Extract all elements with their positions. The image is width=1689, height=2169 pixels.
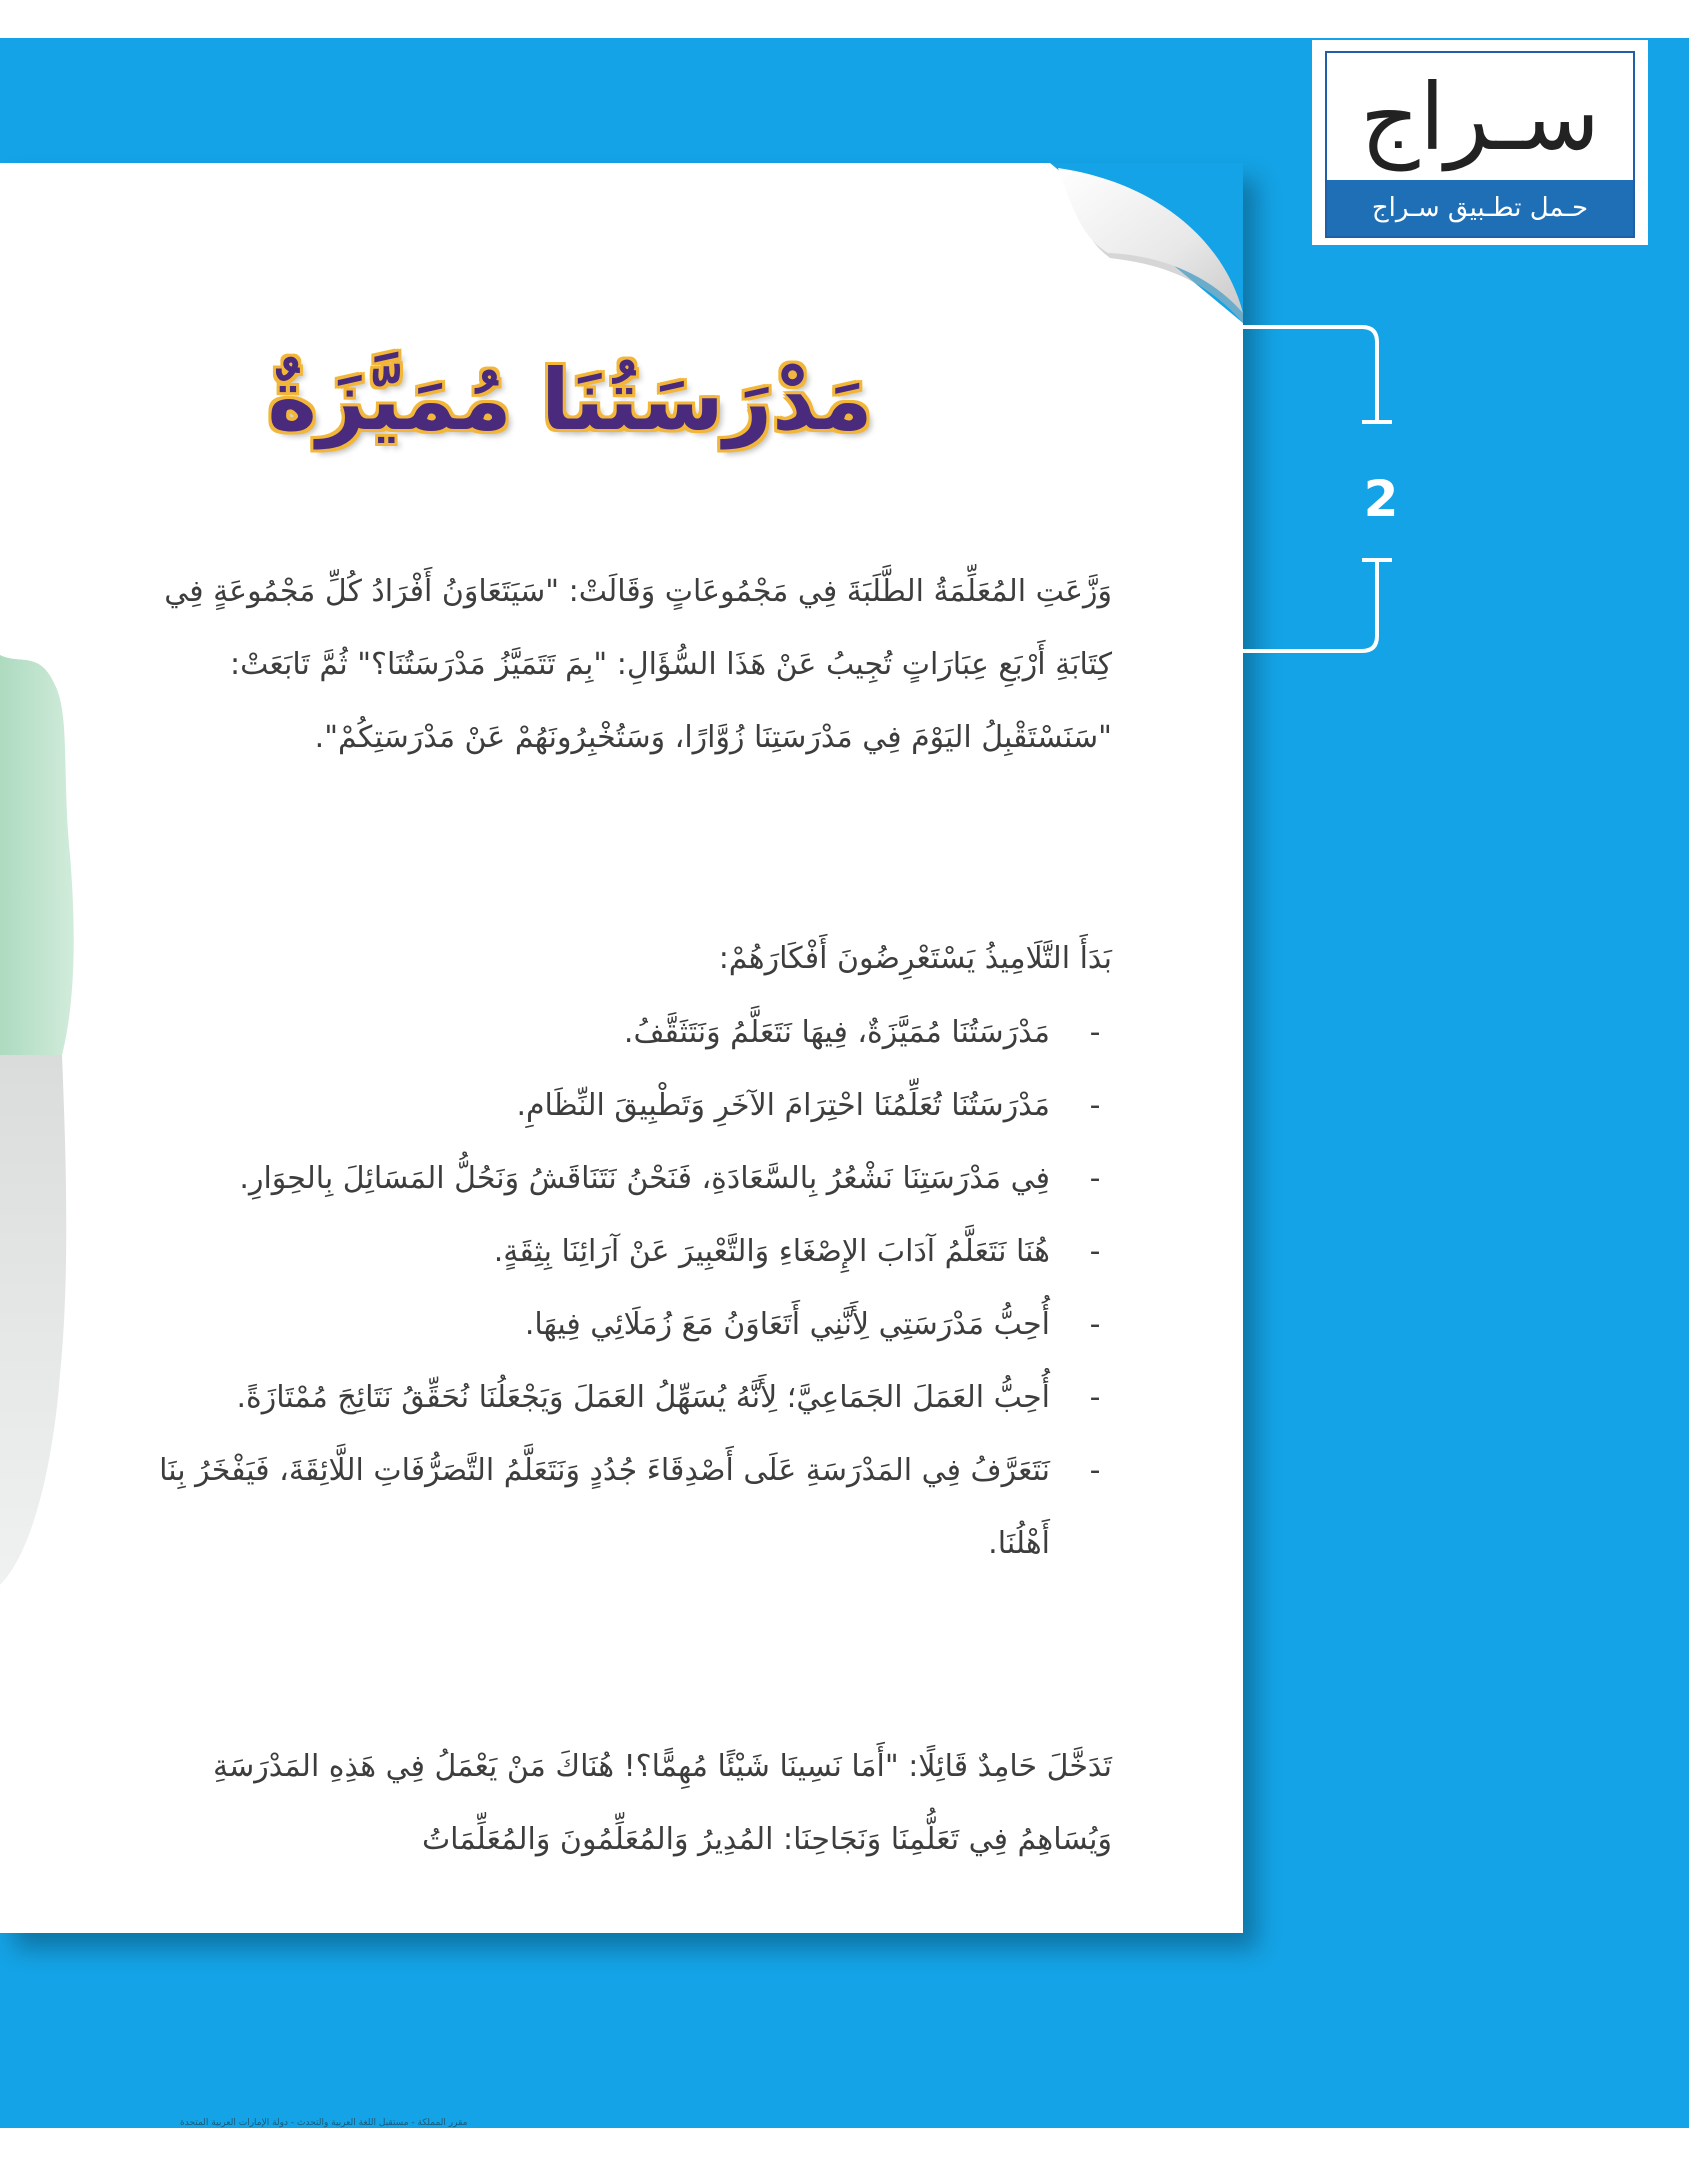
list-marker: -: [1089, 1234, 1101, 1269]
logo-tagline: حـمل تطـبيق سـراج: [1327, 180, 1633, 236]
illustration-fragment: [0, 655, 80, 1595]
list-item: [110, 996, 1110, 1069]
list-item: [110, 1288, 1110, 1361]
list-marker: -: [1089, 1088, 1101, 1123]
list-item: [110, 1142, 1110, 1215]
logo-frame: [1325, 51, 1635, 238]
page-number: 2: [1363, 470, 1399, 528]
list-item: [110, 1069, 1110, 1142]
list-marker: -: [1089, 1307, 1101, 1342]
list-marker: -: [1089, 1015, 1101, 1050]
list-item: [110, 1215, 1110, 1288]
list-item-text: نَتَعَرَّفُ فِي المَدْرَسَةِ عَلَى أَصْدِقَاءَ جُدُدٍ وَنَتَعَلَّمُ التَّصَرُّفَاتِ اللَّائِقَةَ، فَيَفْخَرُ بِنَا أَهْلُنَا.: [159, 1453, 1050, 1561]
list-item-text: فِي مَدْرَسَتِنَا نَشْعُرُ بِالسَّعَادَةِ، فَنَحْنُ نَتَنَاقَشُ وَنَحُلُّ المَسَائِلَ بِالحِوَارِ.: [239, 1161, 1050, 1196]
list-marker: -: [1089, 1453, 1101, 1488]
page-curl-icon: [1050, 163, 1243, 323]
list-item: [110, 1434, 1110, 1580]
bottom-strip: [0, 2128, 1689, 2169]
list-item-text: هُنَا نَتَعَلَّمُ آدَابَ الإِصْغَاءِ وَالتَّعْبِيرَ عَنْ آرَائِنَا بِثِقَةٍ.: [493, 1234, 1050, 1269]
siraj-logo[interactable]: [1312, 40, 1648, 245]
list-item-text: مَدْرَسَتُنَا مُمَيَّزَةٌ، فِيهَا نَتَعَلَّمُ وَنَتَثَقَّفُ.: [623, 1015, 1050, 1050]
paragraph-intro-story: وَزَّعَتِ المُعَلِّمَةُ الطَّلَبَةَ فِي مَجْمُوعَاتٍ وَقَالَتْ: "سَيَتَعَاوَنُ أَفْرَادُ كُلِّ مَجْمُوعَةٍ فِي كِتَابَةِ أَرْبَعِ عِبَارَاتٍ تُجِيبُ عَنْ هَذَا السُّؤَالِ: "بِمَ تَتَمَيَّزُ مَدْرَسَتُنَا؟" ثُمَّ تَابَعَتْ: "سَنَسْتَقْبِلُ اليَوْمَ فِي مَدْرَسَتِنَا زُوَّارًا، وَسَتُخْبِرُونَهُمْ عَنْ مَدْرَسَتِكُمْ".: [164, 574, 1112, 755]
list-item-text: مَدْرَسَتُنَا تُعَلِّمُنَا احْتِرَامَ الآخَرِ وَتَطْبِيقَ النِّظَامِ.: [516, 1088, 1050, 1123]
footer-text: مقرر المملكة - مستقبل اللغة العربية والتحدث - دولة الإمارات العربية المتحدة: [180, 2118, 468, 2128]
list-intro: بَدَأَ التَّلَامِيذُ يَسْتَعْرِضُونَ أَفْكَارَهُمْ:: [718, 941, 1112, 976]
list-marker: -: [1089, 1161, 1101, 1196]
lesson-title: مَدْرَسَتُنَا مُمَيَّزَةٌ: [267, 351, 873, 449]
ideas-list: [110, 996, 1110, 1580]
list-item: [110, 1361, 1110, 1434]
list-marker: -: [1089, 1380, 1101, 1415]
list-item-text: أُحِبُّ مَدْرَسَتِي لِأَنَّنِي أَتَعَاوَنُ مَعَ زُمَلَائِي فِيهَا.: [524, 1307, 1050, 1342]
paragraph-closing: تَدَخَّلَ حَامِدٌ قَائِلًا: "أَمَا نَسِينَا شَيْئًا مُهِمًّا؟! هُنَاكَ مَنْ يَعْمَلُ فِي هَذِهِ المَدْرَسَةِ وَيُسَاهِمُ فِي تَعَلُّمِنَا وَنَجَاحِنَا: المُدِيرُ وَالمُعَلِّمُونَ وَالمُعَلِّمَاتُ: [213, 1749, 1112, 1857]
logo-word: سـراج: [1360, 63, 1600, 171]
list-item-text: أُحِبُّ العَمَلَ الجَمَاعِيَّ؛ لِأَنَّهُ يُسَهِّلُ العَمَلَ وَيَجْعَلُنَا نُحَقِّقُ نَتَائِجَ مُمْتَازَةً.: [236, 1380, 1050, 1415]
